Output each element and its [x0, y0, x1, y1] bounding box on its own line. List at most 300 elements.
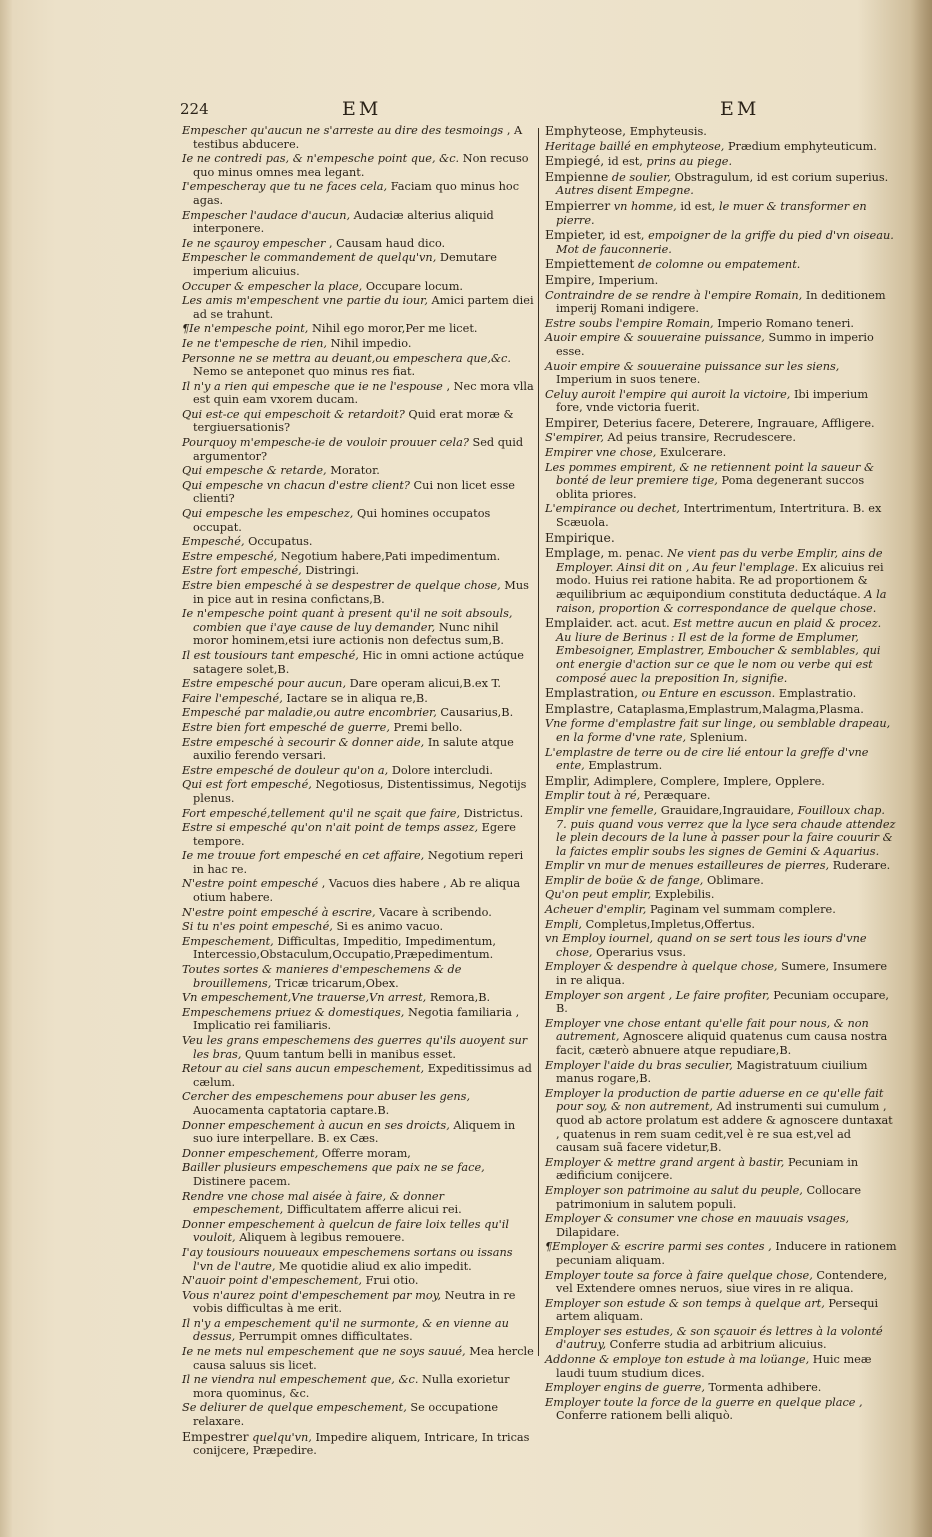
latin-text: Offerre moram, — [321, 1146, 411, 1160]
latin-text: Causarius,B. — [440, 706, 514, 720]
latin-text: Aliquem in suo iure interpellare. B. ex Cæs. — [193, 1118, 516, 1146]
dictionary-entry — [545, 746, 897, 773]
dictionary-entry — [545, 360, 897, 387]
french-text: Ne vient pas du verbe Emplir, ains de Employer. Ainsi dit on , Au feur l'emplage. — [556, 547, 883, 574]
dictionary-entry — [545, 774, 897, 789]
latin-text: id est, — [607, 155, 643, 169]
dictionary-entry — [545, 804, 897, 858]
dictionary-entry — [182, 849, 534, 876]
dictionary-entry — [182, 1147, 534, 1161]
latin-text: Expeditissimus ad cælum. — [193, 1062, 532, 1089]
dictionary-entry — [182, 550, 534, 564]
dictionary-entry — [545, 461, 897, 502]
french-text: Employer son argent , Le faire profiter, — [545, 988, 770, 1002]
dictionary-entry — [545, 446, 897, 460]
latin-text: Neutra in re vobis difficultas à me erit. — [193, 1288, 516, 1316]
latin-text: Persequi artem aliquam. — [556, 1296, 879, 1324]
french-text: empoigner de la griffe du pied d'vn oiseau. Mot de fauconnerie. — [556, 229, 894, 256]
page-gutter-shadow — [0, 0, 12, 1537]
latin-text: Ex alicuius rei modo. Huius rei ratione habita. Re ad proportionem & æquilibrium ac æquipondium constituta deductáque. — [556, 560, 884, 601]
latin-text: Egere tempore. — [193, 821, 516, 848]
french-text: Employer la production de partie aduerse en ce qu'elle fait pour soy, & non autrement, — [545, 1086, 884, 1114]
french-text: Est mettre aucun en plaid & procez. Au liure de Berinus : Il est de la forme de Emplumer, Embesoigner, Emplastrer, Emboucher & semblables, qui ont energie d'action sur ce que le nom ou verbe qui est composé auec la preposition In, signifie. — [556, 617, 882, 685]
latin-text: Dilapidare. — [556, 1225, 620, 1239]
dictionary-entry — [182, 692, 534, 706]
french-text: Autres disent Empegne. — [556, 184, 694, 198]
french-text: Emplir vne femelle, — [545, 803, 658, 817]
dictionary-entry — [182, 1317, 534, 1344]
french-text: Qui est fort empesché, — [182, 778, 312, 792]
dictionary-entry — [545, 686, 897, 701]
french-text: Celuy auroit l'empire qui auroit la victoire, — [545, 387, 791, 401]
dictionary-entry — [182, 180, 534, 207]
dictionary-entry — [545, 1240, 897, 1267]
dictionary-entry — [545, 199, 897, 227]
dictionary-entry — [182, 1006, 534, 1033]
french-text: Empescher le commandement de quelqu'vn, — [182, 251, 437, 265]
french-text: Empli, — [545, 917, 583, 931]
latin-text: Grauidare,Ingrauidare, — [660, 803, 795, 817]
dictionary-entry — [545, 1325, 897, 1352]
latin-text: Inducere in rationem pecuniam aliquam. — [556, 1240, 897, 1267]
latin-text: Conferre studia ad arbitrium alicuius. — [609, 1338, 827, 1352]
latin-text: Nihil impedio. — [330, 336, 412, 350]
latin-text: Tormenta adhibere. — [708, 1381, 822, 1395]
dictionary-entry — [545, 874, 897, 888]
dictionary-entry — [182, 464, 534, 478]
latin-text: Qui homines occupatos occupat. — [193, 507, 491, 534]
headword: Emplastre, — [545, 700, 614, 716]
french-text: A la raison, proportion & correspondance de quelque chose. — [556, 588, 887, 615]
latin-text: Mea hercle causa saluus sis licet. — [193, 1345, 534, 1372]
latin-text: Hic in omni actione actúque satagere solet,B. — [193, 648, 524, 676]
latin-text: Agnoscere aliquid quatenus cum causa nostra facit, cæterò abnuere atque repudiare,B. — [556, 1030, 888, 1057]
dictionary-entry — [545, 1156, 897, 1183]
dictionary-entry — [545, 1184, 897, 1211]
latin-text: Emphyteusis. — [629, 125, 707, 138]
headword: Emphyteose, — [545, 123, 627, 138]
dictionary-entry — [545, 1297, 897, 1324]
french-text: Se deliurer de quelque empeschement, — [182, 1401, 407, 1415]
latin-text: Amici partem diei ad se trahunt. — [193, 294, 534, 321]
headword: Empieter, — [545, 227, 606, 243]
french-text: Si tu n'es point empesché, — [182, 920, 333, 934]
french-text: Rendre vne chose mal aisée à faire, & donner empeschement, — [182, 1189, 444, 1217]
latin-text: Morator. — [330, 464, 380, 478]
dictionary-entry — [182, 1062, 534, 1089]
dictionary-entry — [182, 677, 534, 691]
dictionary-entry — [182, 322, 534, 336]
french-text: Donner empeschement, — [182, 1146, 319, 1160]
latin-text: Me quotidie aliud ex alio impedit. — [279, 1259, 472, 1273]
latin-text: m. penac. — [607, 547, 664, 561]
dictionary-entry — [545, 1087, 897, 1155]
french-text: Vne forme d'emplastre fait sur linge, ou semblable drapeau, en la forme d'vne rate, — [545, 717, 891, 744]
french-text: Acheuer d'emplir, — [545, 903, 647, 917]
dictionary-entry — [545, 124, 897, 139]
dictionary-entry — [182, 1034, 534, 1061]
dictionary-entry — [182, 1430, 534, 1458]
french-text: Qui est-ce qui empeschoit & retardoit? — [182, 407, 405, 421]
dictionary-entry — [182, 1119, 534, 1146]
french-text: quelqu'vn, — [252, 1430, 312, 1444]
latin-text: Exulcerare. — [659, 446, 727, 460]
dictionary-entry — [545, 431, 897, 445]
headword: Emplaider. — [545, 615, 613, 631]
headword: Empiegé, — [545, 153, 605, 169]
french-text: Veu les grans empeschemens des guerres qu'ils auoyent sur les bras, — [182, 1034, 528, 1061]
dictionary-entry — [182, 935, 534, 962]
dictionary-entry — [182, 479, 534, 506]
dictionary-entry — [545, 888, 897, 902]
latin-text: Intertrimentum, Intertritura. B. ex Scæuola. — [556, 502, 882, 530]
french-text: I'empescheray que tu ne faces cela, — [182, 180, 388, 194]
french-text: Emplir vn mur de menues estailleures de pierres, — [545, 859, 830, 873]
latin-text: Distringi. — [305, 564, 360, 578]
dictionary-entry — [182, 1218, 534, 1245]
latin-text: Cui non licet esse clienti? — [193, 478, 515, 506]
dictionary-entry — [182, 579, 534, 606]
latin-text: Emplastrum. — [588, 759, 663, 773]
french-text: Estre bien empesché à se despestrer de quelque chose, — [182, 579, 501, 592]
french-text: Addonne & employe ton estude à ma loüange, — [545, 1353, 810, 1367]
latin-text: , A testibus abducere. — [193, 124, 523, 151]
running-head — [180, 98, 780, 124]
dictionary-entry — [182, 337, 534, 351]
dictionary-entry — [182, 251, 534, 278]
latin-text: Nunc nihil moror hominem,etsi iure actionis non defectus sum,B. — [193, 620, 504, 648]
dictionary-entry — [182, 408, 534, 435]
french-text: Il ne viendra nul empeschement que, &c. — [182, 1373, 419, 1387]
dictionary-entry — [182, 778, 534, 805]
latin-text: Perrumpit omnes difficultates. — [238, 1330, 413, 1344]
dictionary-entry — [545, 1269, 897, 1296]
latin-text: Auocamenta captatoria captare.B. — [193, 1103, 390, 1117]
dictionary-entry — [545, 1017, 897, 1058]
dictionary-entry — [182, 380, 534, 407]
latin-text: Non recuso quo minus omnes mea legant. — [193, 152, 529, 179]
latin-text: id est, — [680, 199, 716, 213]
headword: Empestrer — [182, 1428, 249, 1444]
french-text: Ie n'empesche point quant à present qu'il ne soit absouls, combien que i'aye cause de luy demander, — [182, 607, 513, 634]
latin-text: id est, — [609, 229, 645, 243]
dictionary-entry — [545, 502, 897, 529]
latin-text: Difficultatem afferre alicui rei. — [286, 1203, 462, 1217]
french-text: Cercher des empeschemens pour abuser les gens, — [182, 1090, 471, 1104]
latin-text: Audaciæ alterius aliquid interponere. — [193, 208, 494, 236]
french-text: Heritage baillé en emphyteose, — [545, 139, 725, 153]
french-text: Employer son patrimoine au salut du peuple, — [545, 1183, 803, 1197]
latin-text: Iactare se in aliqua re,B. — [286, 691, 428, 705]
page-edge-shadow — [910, 0, 932, 1537]
french-text: Estre empesché, — [182, 549, 278, 563]
latin-text: , Nec mora vlla est quin eam vxorem ducam. — [193, 379, 534, 407]
latin-text: Dare operam alicui,B.ex T. — [349, 677, 502, 691]
latin-text: Negotium reperi in hac re. — [193, 849, 524, 876]
french-text: vn Employ iournel, quand on se sert tous les iours d'vne chose, — [545, 932, 867, 959]
french-text: Fort empesché,tellement qu'il ne sçait que faire, — [182, 806, 461, 820]
french-text: Occuper & empescher la place, — [182, 279, 363, 293]
latin-text: Ruderare. — [832, 859, 891, 873]
dictionary-entry — [545, 960, 897, 987]
french-text: Empesché par maladie,ou autre encombrier, — [182, 706, 437, 720]
latin-text: In salute atque auxilio ferendo versari. — [193, 735, 514, 763]
latin-text: Oblimare. — [706, 873, 764, 887]
dictionary-entry — [182, 721, 534, 735]
dictionary-entry — [182, 436, 534, 463]
running-head-left: EM — [342, 98, 382, 120]
dictionary-entry — [545, 170, 897, 198]
french-text: Auoir empire & souueraine puissance sur les siens, — [545, 359, 840, 373]
dictionary-entry — [182, 877, 534, 904]
latin-text: Explebilis. — [654, 888, 715, 902]
dictionary-entry — [182, 1274, 534, 1288]
french-text: Bailler plusieurs empeschemens que paix ne se face, — [182, 1161, 485, 1175]
dictionary-entry — [545, 546, 897, 615]
latin-text: Negotiosus, Distentissimus, Negotijs plenus. — [193, 778, 527, 805]
dictionary-entry — [545, 859, 897, 873]
latin-text: Impedire aliquem, Intricare, In tricas conijcere, Præpedire. — [193, 1430, 530, 1458]
latin-text: Negotia familiaria , Implicatio rei familiaris. — [193, 1005, 520, 1033]
dictionary-entry — [182, 209, 534, 236]
latin-text: Operarius vsus. — [596, 945, 686, 959]
dictionary-entry — [182, 237, 534, 251]
latin-text: Splenium. — [689, 730, 748, 744]
dictionary-entry — [182, 906, 534, 920]
latin-text: Magistratuum ciuilium manus rogare,B. — [556, 1058, 868, 1086]
french-text: Employer l'aide du bras seculier, — [545, 1058, 733, 1072]
latin-text: Emplastratio. — [778, 687, 857, 701]
dictionary-entry — [545, 140, 897, 154]
latin-text: Imperium. — [598, 273, 659, 287]
running-head-right: EM — [720, 98, 760, 120]
dictionary-entry — [545, 932, 897, 959]
latin-text: Imperio Romano teneri. — [717, 316, 854, 330]
latin-text: Nemo se anteponet quo minus res fiat. — [193, 365, 416, 379]
dictionary-entry — [545, 789, 897, 803]
french-text: Empesché, — [182, 535, 245, 549]
french-text: Ie ne t'empesche de rien, — [182, 336, 328, 350]
latin-text: Occupatus. — [248, 535, 313, 549]
dictionary-entry — [182, 564, 534, 578]
latin-text: Demutare imperium alicuius. — [193, 251, 497, 278]
dictionary-entry — [545, 1353, 897, 1380]
headword: Emplastration, — [545, 685, 639, 701]
french-text: vn homme, — [613, 199, 677, 213]
french-text: ¶Employer & escrire parmi ses contes , — [545, 1240, 772, 1254]
dictionary-entry — [545, 918, 897, 932]
french-text: Empescher qu'aucun ne s'arreste au dire des tesmoings — [182, 124, 504, 137]
dictionary-entry — [545, 903, 897, 917]
dictionary-entry — [182, 607, 534, 648]
dictionary-entry — [545, 1059, 897, 1086]
french-text: Faire l'empesché, — [182, 691, 283, 705]
french-text: de colomne ou empatement. — [637, 258, 801, 272]
dictionary-entry — [182, 991, 534, 1005]
latin-text: Si es animo vacuo. — [336, 920, 444, 934]
latin-text: Dolore intercludi. — [391, 763, 493, 777]
dictionary-entry — [182, 1373, 534, 1400]
french-text: Ie me trouue fort empesché en cet affaire, — [182, 849, 425, 863]
headword: Emplage, — [545, 545, 605, 561]
dictionary-entry — [545, 616, 897, 685]
french-text: Estre empesché à secourir & donner aide, — [182, 735, 425, 749]
latin-text: Ibi imperium fore, vnde victoria fuerit. — [556, 387, 869, 415]
latin-text: Imperium in suos tenere. — [556, 373, 701, 387]
french-text: Employer & mettre grand argent à bastir, — [545, 1155, 785, 1169]
dictionary-entry — [545, 531, 897, 546]
dictionary-entry — [182, 807, 534, 821]
dictionary-entry — [545, 717, 897, 744]
dictionary-entry — [545, 289, 897, 316]
latin-text: Adimplere, Complere, Implere, Opplere. — [593, 774, 825, 788]
french-text: N'estre point empesché — [182, 877, 319, 891]
headword: Empierrer — [545, 197, 611, 213]
french-text: Ie ne contredi pas, & n'empesche point que, &c. — [182, 152, 460, 166]
dictionary-entry — [182, 507, 534, 534]
dictionary-entry — [545, 154, 897, 169]
french-text: Employer & despendre à quelque chose, — [545, 960, 778, 974]
latin-text: Mus in pice aut in resina confictans,B. — [193, 579, 529, 606]
latin-text: , Vacuos dies habere , Ab re aliqua otium habere. — [193, 877, 521, 905]
french-text: Employer ses estudes, & son sçauoir és lettres à la volonté d'autruy, — [545, 1324, 883, 1352]
french-text: ou Enture en escusson. — [641, 687, 776, 701]
latin-text: Distinere pacem. — [193, 1174, 291, 1188]
french-text: de soulier, — [611, 170, 671, 184]
dictionary-entry — [182, 352, 534, 379]
dictionary-entry — [182, 1345, 534, 1372]
latin-text: Occupare locum. — [365, 279, 464, 293]
french-text: le muer & transformer en pierre. — [556, 199, 867, 227]
latin-text: Completus,Impletus,Offertus. — [585, 917, 755, 931]
latin-text: Premi bello. — [393, 720, 463, 734]
french-text: Qui empesche les empeschez, — [182, 507, 354, 521]
french-text: L'emplastre de terre ou de cire lié entour la greffe d'vne ente, — [545, 745, 869, 773]
latin-text: Sumere, Insumere in re aliqua. — [556, 960, 888, 988]
french-text: Empeschement, — [182, 934, 274, 948]
french-text: I'ay tousiours nouueaux empeschemens sortans ou issans l'vn de l'autre, — [182, 1245, 513, 1273]
french-text: Empirer vne chose, — [545, 446, 657, 460]
headword: Emplir, — [545, 772, 591, 788]
latin-text: Poma degenerant succos oblita priores. — [556, 474, 865, 501]
dictionary-entry — [182, 1246, 534, 1273]
latin-text: Districtus. — [463, 806, 524, 820]
latin-text: act. acut. — [616, 617, 670, 631]
latin-text: Tricæ tricarum,Obex. — [274, 976, 399, 990]
french-text: Estre empesché de douleur qu'on a, — [182, 763, 389, 777]
latin-text: Deterius facere, Deterere, Ingrauare, Affligere. — [603, 416, 875, 430]
headword: Empirique. — [545, 529, 615, 545]
french-text: ¶Ie n'empesche point, — [182, 322, 309, 336]
dictionary-entry — [182, 821, 534, 848]
dictionary-entry — [545, 416, 897, 431]
dictionary-entry — [182, 152, 534, 179]
dictionary-entry — [182, 706, 534, 720]
french-text: Employer & consumer vne chose en mauuais vsages, — [545, 1212, 850, 1226]
latin-text: Quid erat moræ & tergiuersationis? — [193, 407, 514, 435]
french-text: Fouilloux chap. 7. puis quand vous verrez que la lyce sera chaude attendez le plein decours de la lune à passer pour la faire couurir & la faictes emplir soubs les signes de Gemini & Aquarius. — [556, 803, 896, 858]
latin-text: Nihil ego moror,Per me licet. — [311, 322, 478, 336]
dictionary-entry — [182, 963, 534, 990]
dictionary-entry — [182, 535, 534, 549]
latin-text: Paginam vel summam complere. — [649, 903, 836, 917]
dictionary-entry — [545, 331, 897, 358]
latin-text: Conferre rationem belli aliquò. — [556, 1409, 734, 1423]
dictionary-entry — [182, 1090, 534, 1117]
french-text: Vn empeschement,Vne trauerse,Vn arrest, — [182, 991, 427, 1005]
latin-text: Obstragulum, id est corium superius. — [674, 170, 889, 184]
left-column — [182, 124, 534, 1459]
dictionary-entry — [182, 280, 534, 294]
latin-text: Pecuniam in ædificium conijcere. — [556, 1155, 859, 1183]
latin-text: Frui otio. — [365, 1274, 419, 1288]
french-text: Employer vne chose entant qu'elle fait pour nous, & non autrement, — [545, 1016, 869, 1044]
french-text: Vous n'aurez point d'empeschement par moy, — [182, 1288, 442, 1302]
latin-text: , Causam haud dico. — [329, 236, 446, 250]
french-text: Estre si empesché qu'on n'ait point de temps assez, — [182, 821, 479, 835]
dictionary-entry — [545, 1396, 897, 1423]
french-text: Il n'y a rien qui empesche que ie ne l'espouse — [182, 379, 443, 393]
dictionary-entry — [182, 649, 534, 676]
latin-text: Huic meæ laudi tuum studium dices. — [556, 1353, 872, 1380]
latin-text: Se occupatione relaxare. — [193, 1401, 499, 1429]
latin-text: Collocare patrimonium in salutem populi. — [556, 1183, 862, 1211]
french-text: Retour au ciel sans aucun empeschement, — [182, 1062, 425, 1076]
french-text: Il est tousiours tant empesché, — [182, 648, 359, 662]
french-text: Empescher l'audace d'aucun, — [182, 208, 351, 222]
dictionary-entry — [545, 989, 897, 1016]
french-text: Ie ne mets nul empeschement que ne soys sauué, — [182, 1345, 466, 1359]
dictionary-entry — [545, 257, 897, 272]
latin-text: Cataplasma,Emplastrum,Malagma,Plasma. — [617, 702, 864, 716]
latin-text: Ad peius transire, Recrudescere. — [607, 431, 796, 445]
dictionary-entry — [545, 388, 897, 415]
dictionary-entry — [182, 1190, 534, 1217]
french-text: Empeschemens priuez & domestiques, — [182, 1005, 405, 1019]
dictionary-entry — [182, 764, 534, 778]
dictionary-entry — [545, 317, 897, 331]
french-text: L'empirance ou dechet, — [545, 502, 680, 516]
column-rule — [538, 128, 539, 1356]
french-text: Employer engins de guerre, — [545, 1381, 705, 1395]
french-text: Estre soubs l'empire Romain, — [545, 316, 714, 330]
latin-text: Contendere, vel Extendere omnes neruos, siue vires in re aliqua. — [556, 1268, 888, 1296]
latin-text: Ad instrumenti sui cumulum , quod ab actore prolatum est addere & agnoscere duntaxat , quatenus in rem suam cedit,vel è re sua est,vel ad causam suã facere videtur,B. — [556, 1100, 893, 1155]
dictionary-entry — [182, 1161, 534, 1188]
french-text: Employer toute la force de la guerre en quelque place , — [545, 1395, 863, 1409]
dictionary-entry — [182, 1401, 534, 1428]
french-text: Personne ne se mettra au deuant,ou empeschera que,&c. — [182, 351, 511, 365]
french-text: N'auoir point d'empeschement, — [182, 1274, 362, 1288]
latin-text: Difficultas, Impeditio, Impedimentum, Intercessio,Obstaculum,Occupatio,Præpedimentum. — [193, 934, 496, 962]
dictionary-entry — [182, 294, 534, 321]
headword: Empienne — [545, 168, 609, 184]
latin-text: Summo in imperio esse. — [556, 331, 874, 358]
latin-text: Quum tantum belli in manibus esset. — [245, 1047, 456, 1061]
latin-text: Pecuniam occupare, B. — [556, 988, 889, 1016]
french-text: Les amis m'empeschent vne partie du iour, — [182, 294, 428, 308]
page-number: 224 — [180, 100, 209, 118]
french-text: Estre fort empesché, — [182, 564, 302, 578]
french-text: Estre bien fort empesché de guerre, — [182, 720, 390, 734]
french-text: Qui empesche & retarde, — [182, 464, 327, 478]
dictionary-entry — [545, 1212, 897, 1239]
dictionary-entry — [182, 920, 534, 934]
latin-text: Prædium emphyteuticum. — [727, 139, 877, 153]
french-text: Estre empesché pour aucun, — [182, 677, 347, 691]
french-text: Pourquoy m'empesche-ie de vouloir prouuer cela? — [182, 436, 469, 450]
latin-text: Peræquare. — [643, 789, 711, 803]
